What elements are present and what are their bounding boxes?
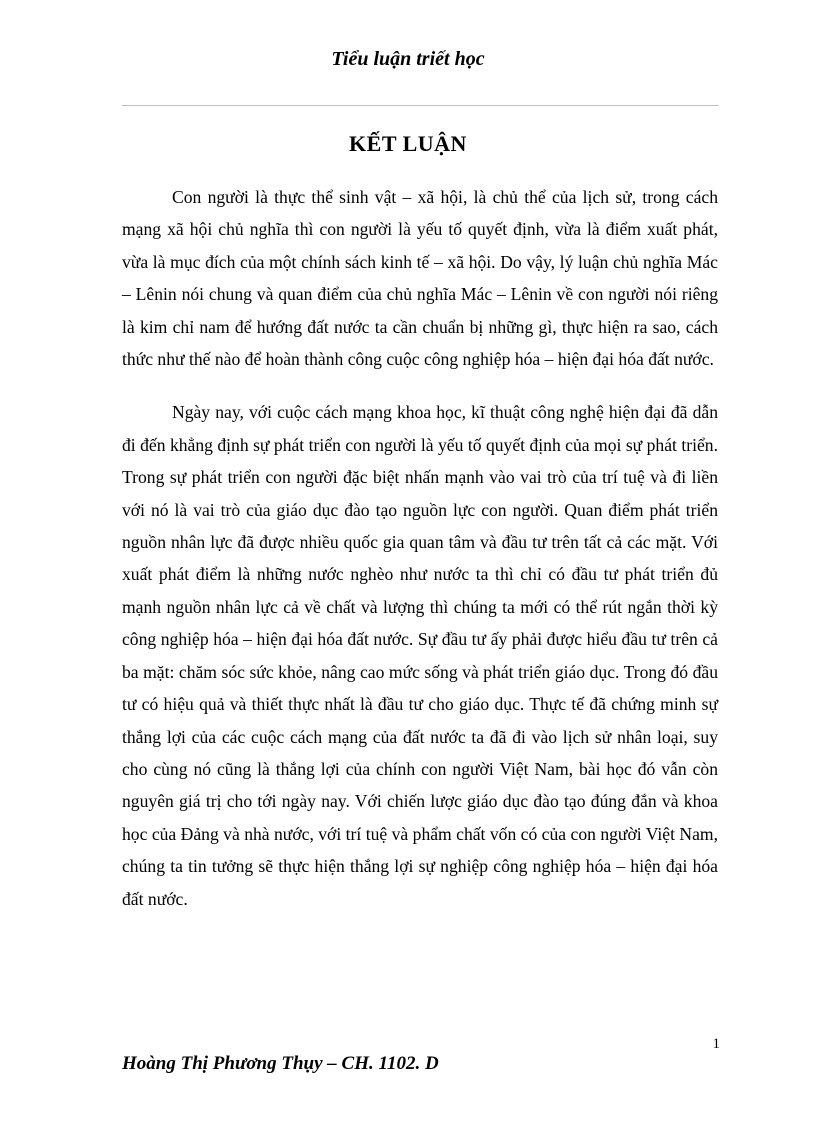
header-divider: [122, 105, 719, 106]
paragraph-1: Con người là thực thể sinh vật – xã hội, là chủ thể của lịch sử, trong cách mạng xã hội chủ nghĩa thì con người là yếu tố quyết định, vừa là điểm xuất phát, vừa là mục đích của một chính sách kinh tế – xã hội. Do vậy, lý luận chủ nghĩa Mác – Lênin nói chung và quan điểm của chủ nghĩa Mác – Lênin về con người nói riêng là kim chỉ nam để hướng đất nước ta cần chuẩn bị những gì, thực hiện ra sao, cách thức như thế nào để hoàn thành công cuộc công nghiệp hóa – hiện đại hóa đất nước.: [122, 187, 718, 370]
paragraph-2: Ngày nay, với cuộc cách mạng khoa học, kĩ thuật công nghệ hiện đại đã dẫn đi đến khẳng định sự phát triển con người là yếu tố quyết định của mọi sự phát triển. Trong sự phát triển con người đặc biệt nhấn mạnh vào vai trò của trí tuệ và đi liền với nó là vai trò của giáo dục đào tạo nguồn lực con người. Quan điểm phát triển nguồn nhân lực đã được nhiều quốc gia quan tâm và đầu tư trên tất cả các mặt. Với xuất phát điểm là những nước nghèo như nước ta thì chỉ có đầu tư phát triển đủ mạnh nguồn nhân lực cả về chất và lượng thì chúng ta mới có thể rút ngắn thời kỳ công nghiệp hóa – hiện đại hóa đất nước. Sự đầu tư ấy phải được hiểu đầu tư trên cả ba mặt: chăm sóc sức khỏe, nâng cao mức sống và phát triển giáo dục. Trong đó đầu tư có hiệu quả và thiết thực nhất là đầu tư cho giáo dục. Thực tế đã chứng minh sự thắng lợi của các cuộc cách mạng của đất nước ta đã đi vào lịch sử nhân loại, suy cho cùng nó cũng là thắng lợi của chính con người Việt Nam, bài học đó vẫn còn nguyên giá trị cho tới ngày nay. Với chiến lược giáo dục đào tạo đúng đắn và khoa học của Đảng và nhà nước, với trí tuệ và phẩm chất vốn có của con người Việt Nam, chúng ta tin tưởng sẽ thực hiện thắng lợi sự nghiệp công nghiệp hóa – hiện đại hóa đất nước.: [122, 402, 718, 909]
page-number: 1: [712, 1036, 720, 1052]
body-text: [122, 181, 718, 915]
section-title: KẾT LUẬN: [349, 131, 467, 156]
page-footer-author: Hoàng Thị Phương Thụy – CH. 1102. D: [122, 1053, 439, 1074]
page-header-title: Tiểu luận triết học: [331, 48, 485, 70]
